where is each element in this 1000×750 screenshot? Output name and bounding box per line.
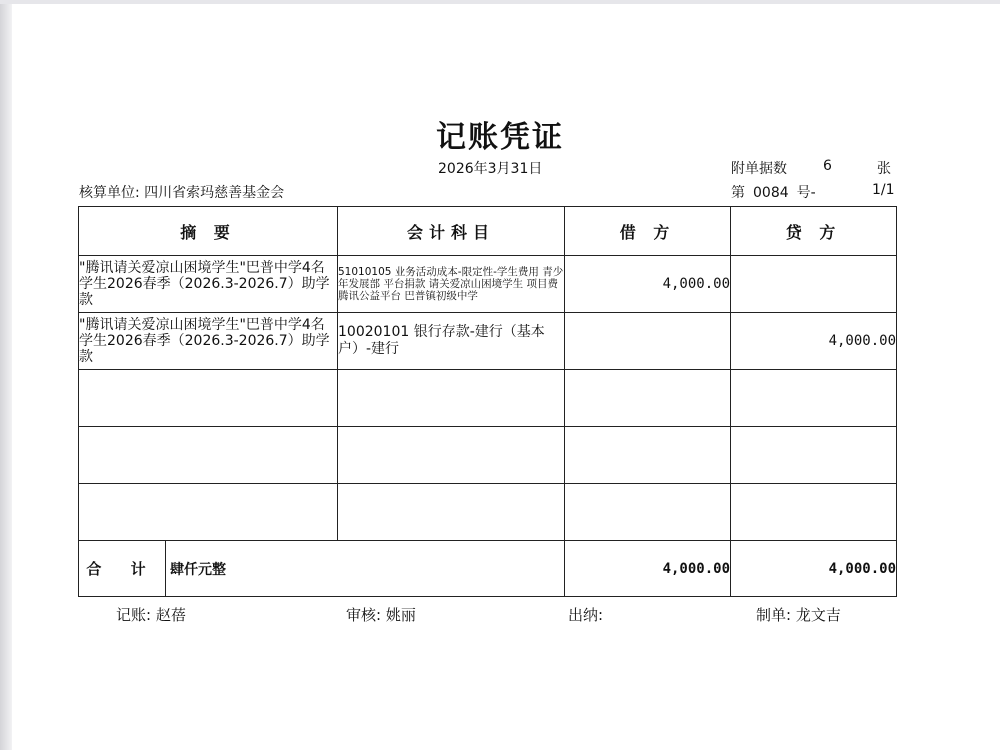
total-row <box>79 541 897 597</box>
bookkeeper-signature <box>116 604 186 625</box>
column-header-credit: 贷 方 <box>731 207 897 256</box>
empty-cell <box>338 427 565 484</box>
voucher-table <box>78 206 897 597</box>
row-account: 51010105 业务活动成本-限定性-学生费用 青少年发展部 平台捐款 请关爱凉山困境学生 项目费 腾讯公益平台 巴普镇初级中学 <box>338 256 565 313</box>
attachments-unit: 张 <box>877 161 891 177</box>
attachments-info <box>731 158 891 178</box>
total-credit: 4,000.00 <box>731 541 897 597</box>
empty-cell <box>338 370 565 427</box>
empty-cell <box>731 484 897 541</box>
reviewer-signature <box>346 604 416 625</box>
table-header-row <box>79 207 897 256</box>
empty-cell <box>565 484 731 541</box>
empty-cell <box>338 484 565 541</box>
empty-cell <box>731 370 897 427</box>
cashier-signature <box>568 604 603 625</box>
preparer-name: 龙文吉 <box>795 606 841 624</box>
voucher-suffix: 号- <box>796 185 816 201</box>
empty-row <box>79 427 897 484</box>
total-amount-words: 肆仟元整 <box>170 561 226 578</box>
column-header-summary: 摘 要 <box>79 207 338 256</box>
empty-cell <box>79 370 338 427</box>
empty-row <box>79 370 897 427</box>
empty-cell <box>731 427 897 484</box>
empty-row <box>79 484 897 541</box>
row-summary: "腾讯请关爱凉山困境学生"巴普中学4名学生2026春季（2026.3-2026.7）助学款 <box>79 313 338 370</box>
total-debit: 4,000.00 <box>565 541 731 597</box>
table-row <box>79 256 897 313</box>
row-debit <box>565 313 731 370</box>
empty-cell <box>79 427 338 484</box>
voucher-date: 2026年3月31日 <box>438 161 543 177</box>
unit-name: 四川省索玛慈善基金会 <box>144 185 285 201</box>
row-credit <box>731 256 897 313</box>
bookkeeper-label: 记账: <box>116 606 152 624</box>
empty-cell <box>565 427 731 484</box>
scan-edge-top <box>0 0 1000 4</box>
row-account: 10020101 银行存款-建行（基本户）-建行 <box>338 313 565 370</box>
voucher-prefix: 第 <box>731 185 745 201</box>
column-header-account: 会计科目 <box>338 207 565 256</box>
preparer-label: 制单: <box>756 606 792 624</box>
attachments-label: 附单据数 <box>731 161 787 177</box>
reviewer-name: 姚丽 <box>385 606 416 624</box>
row-credit: 4,000.00 <box>731 313 897 370</box>
bookkeeper-name: 赵蓓 <box>155 606 186 624</box>
row-summary: "腾讯请关爱凉山困境学生"巴普中学4名学生2026春季（2026.3-2026.7）助学款 <box>79 256 338 313</box>
voucher-number-info <box>731 182 895 202</box>
unit-label: 核算单位: <box>79 185 140 201</box>
voucher-title: 记账凭证 <box>436 120 564 155</box>
cashier-label: 出纳: <box>568 606 604 624</box>
accounting-unit <box>79 182 284 202</box>
column-header-debit: 借 方 <box>565 207 731 256</box>
attachments-count: 6 <box>823 158 832 174</box>
preparer-signature <box>756 604 841 625</box>
empty-cell <box>565 370 731 427</box>
row-debit: 4,000.00 <box>565 256 731 313</box>
voucher-number: 0084 <box>753 185 789 201</box>
voucher-page: 1/1 <box>872 182 895 198</box>
total-label: 合 计 <box>79 541 166 596</box>
reviewer-label: 审核: <box>346 606 382 624</box>
empty-cell <box>79 484 338 541</box>
table-row <box>79 313 897 370</box>
total-cell <box>79 541 565 597</box>
